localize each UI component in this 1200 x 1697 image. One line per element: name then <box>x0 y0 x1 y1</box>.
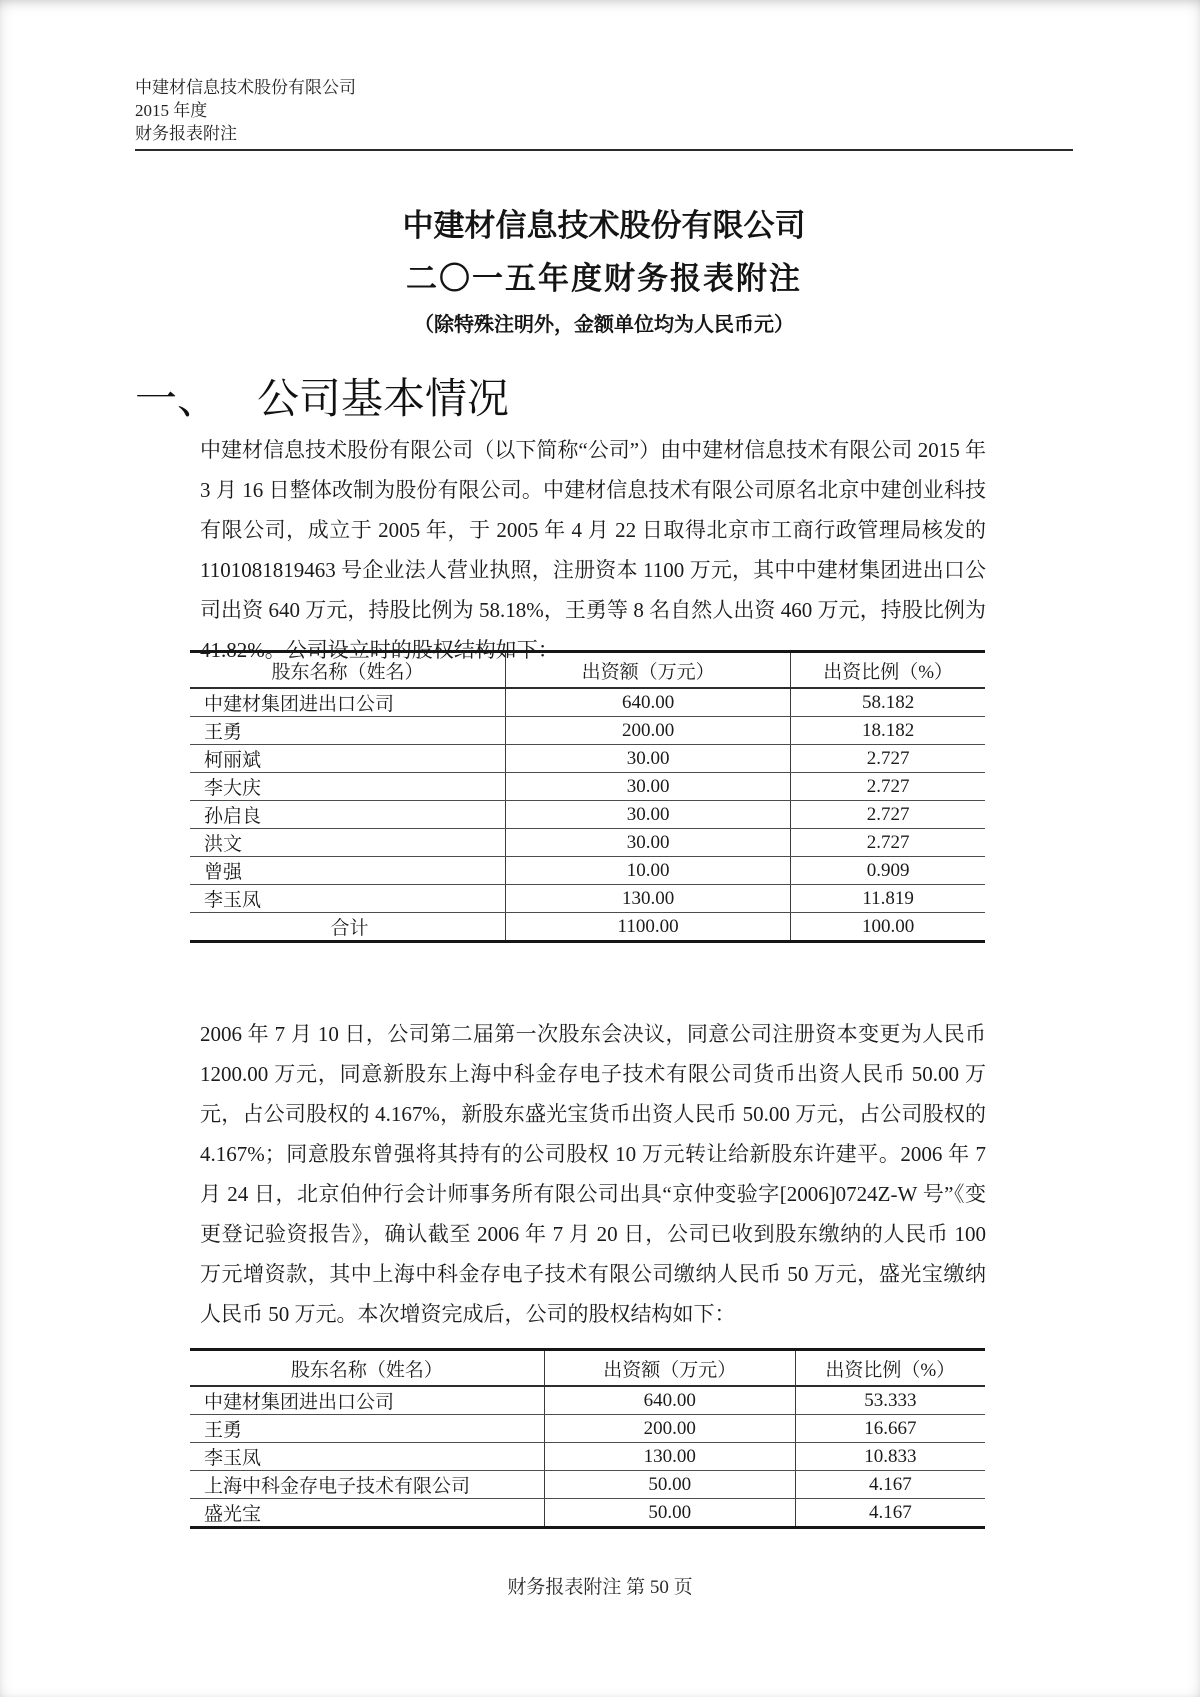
table-row <box>190 829 985 857</box>
table-cell: 曾强 <box>190 857 505 885</box>
table-cell: 2.727 <box>791 801 985 829</box>
table-row <box>190 1499 985 1528</box>
table-row <box>190 1443 985 1471</box>
capital-increase-paragraph: 2006 年 7 月 10 日，公司第二届第一次股东会决议，同意公司注册资本变更为人民币 1200.00 万元，同意新股东上海中科金存电子技术有限公司货币出资人民币 50.00 万元，占公司股权的 4.167%，新股东盛光宝货币出资人民币 50.00 万元，占公司股权的 4.167%；同意股东曾强将其持有的公司股权 10 万元转让给新股东许建平。2006 年 7 月 24 日，北京伯仲行会计师事务所有限公司出具“京仲变验字[2006]0724Z-W 号”《变更登记验资报告》，确认截至 2006 年 7 月 20 日，公司已收到股东缴纳的人民币 100 万元增资款，其中上海中科金存电子技术有限公司缴纳人民币 50 万元，盛光宝缴纳人民币 50 万元。本次增资完成后，公司的股权结构如下： <box>200 1022 986 1326</box>
table-cell: 2.727 <box>791 773 985 801</box>
table-header-row <box>190 652 985 689</box>
total-cell: 1100.00 <box>505 913 790 942</box>
title-report-name: 二〇一五年度财务报表附注 <box>406 261 802 296</box>
table-cell: 洪文 <box>190 829 505 857</box>
table-row <box>190 773 985 801</box>
table-cell: 王勇 <box>190 1415 544 1443</box>
column-header: 股东名称（姓名） <box>190 1350 544 1387</box>
table-cell: 4.167 <box>795 1471 985 1499</box>
table-cell: 58.182 <box>791 688 985 717</box>
table-cell: 50.00 <box>544 1499 795 1528</box>
table-row <box>190 1471 985 1499</box>
table-total-row <box>190 913 985 942</box>
table-row <box>190 801 985 829</box>
title-company-name: 中建材信息技术股份有限公司 <box>402 208 806 243</box>
running-header <box>135 76 356 145</box>
table-cell: 30.00 <box>505 829 790 857</box>
table-cell: 200.00 <box>544 1415 795 1443</box>
column-header: 股东名称（姓名） <box>190 652 505 689</box>
section-heading <box>135 366 509 426</box>
table-cell: 30.00 <box>505 745 790 773</box>
table-row <box>190 745 985 773</box>
total-cell: 合计 <box>190 913 505 942</box>
table-row <box>190 717 985 745</box>
table-cell: 130.00 <box>505 885 790 913</box>
table-cell: 200.00 <box>505 717 790 745</box>
table-header-row <box>190 1350 985 1387</box>
table-cell: 孙启良 <box>190 801 505 829</box>
table-cell: 18.182 <box>791 717 985 745</box>
title-currency-note: （除特殊注明外，金额单位均为人民币元） <box>414 314 794 336</box>
post-increase-equity-structure-table <box>190 1348 985 1529</box>
table-row <box>190 1386 985 1415</box>
table-cell: 柯丽斌 <box>190 745 505 773</box>
table-cell: 盛光宝 <box>190 1499 544 1528</box>
total-cell: 100.00 <box>861 915 915 937</box>
table-cell: 李玉凤 <box>190 1443 544 1471</box>
header-company-name: 中建材信息技术股份有限公司 <box>135 78 356 97</box>
table-row <box>190 885 985 913</box>
table-cell: 0.909 <box>791 857 985 885</box>
table-cell: 30.00 <box>505 773 790 801</box>
table-cell: 王勇 <box>190 717 505 745</box>
table-cell: 2.727 <box>791 745 985 773</box>
table-cell: 11.819 <box>791 885 985 913</box>
page-footer: 财务报表附注 第 50 页 <box>507 1577 693 1598</box>
table-cell: 10.00 <box>505 857 790 885</box>
header-divider-line <box>135 149 1073 151</box>
table-cell: 李玉凤 <box>190 885 505 913</box>
initial-equity-structure-table <box>190 650 985 943</box>
table-cell: 中建材集团进出口公司 <box>190 1386 544 1415</box>
table-cell: 640.00 <box>505 688 790 717</box>
table-row <box>190 688 985 717</box>
intro-paragraph: 中建材信息技术股份有限公司（以下简称“公司”）由中建材信息技术有限公司 2015 年 3 月 16 日整体改制为股份有限公司。中建材信息技术有限公司原名北京中建创业科技有限公司，成立于 2005 年，于 2005 年 4 月 22 日取得北京市工商行政管理局核发的 1101081819463 号企业法人营业执照，注册资本 1100 万元，其中中建材集团进出口公司出资 640 万元，持股比例为 58.18%，王勇等 8 名自然人出资 460 万元，持股比例为 41.82%。公司设立时的股权结构如下： <box>200 438 986 662</box>
column-header: 出资额（万元） <box>544 1350 795 1387</box>
column-header: 出资额（万元） <box>505 652 790 689</box>
table-cell: 50.00 <box>544 1471 795 1499</box>
table-cell: 李大庆 <box>190 773 505 801</box>
table-cell: 4.167 <box>868 1501 912 1523</box>
table-cell: 30.00 <box>505 801 790 829</box>
column-header: 出资比例（%） <box>791 652 985 689</box>
table-cell: 130.00 <box>544 1443 795 1471</box>
header-fiscal-year: 2015 年度 <box>135 101 208 120</box>
table-row <box>190 857 985 885</box>
table-cell: 上海中科金存电子技术有限公司 <box>190 1471 544 1499</box>
table-cell: 53.333 <box>795 1386 985 1415</box>
column-header: 出资比例（%） <box>795 1350 985 1387</box>
table-cell: 640.00 <box>544 1386 795 1415</box>
table-cell: 中建材集团进出口公司 <box>190 688 505 717</box>
section-number: 一、 <box>135 377 220 423</box>
table-cell: 2.727 <box>791 829 985 857</box>
header-doc-type: 财务报表附注 <box>135 124 237 143</box>
table-cell: 16.667 <box>795 1415 985 1443</box>
table-cell: 10.833 <box>795 1443 985 1471</box>
section-title: 公司基本情况 <box>257 377 510 423</box>
table-row <box>190 1415 985 1443</box>
